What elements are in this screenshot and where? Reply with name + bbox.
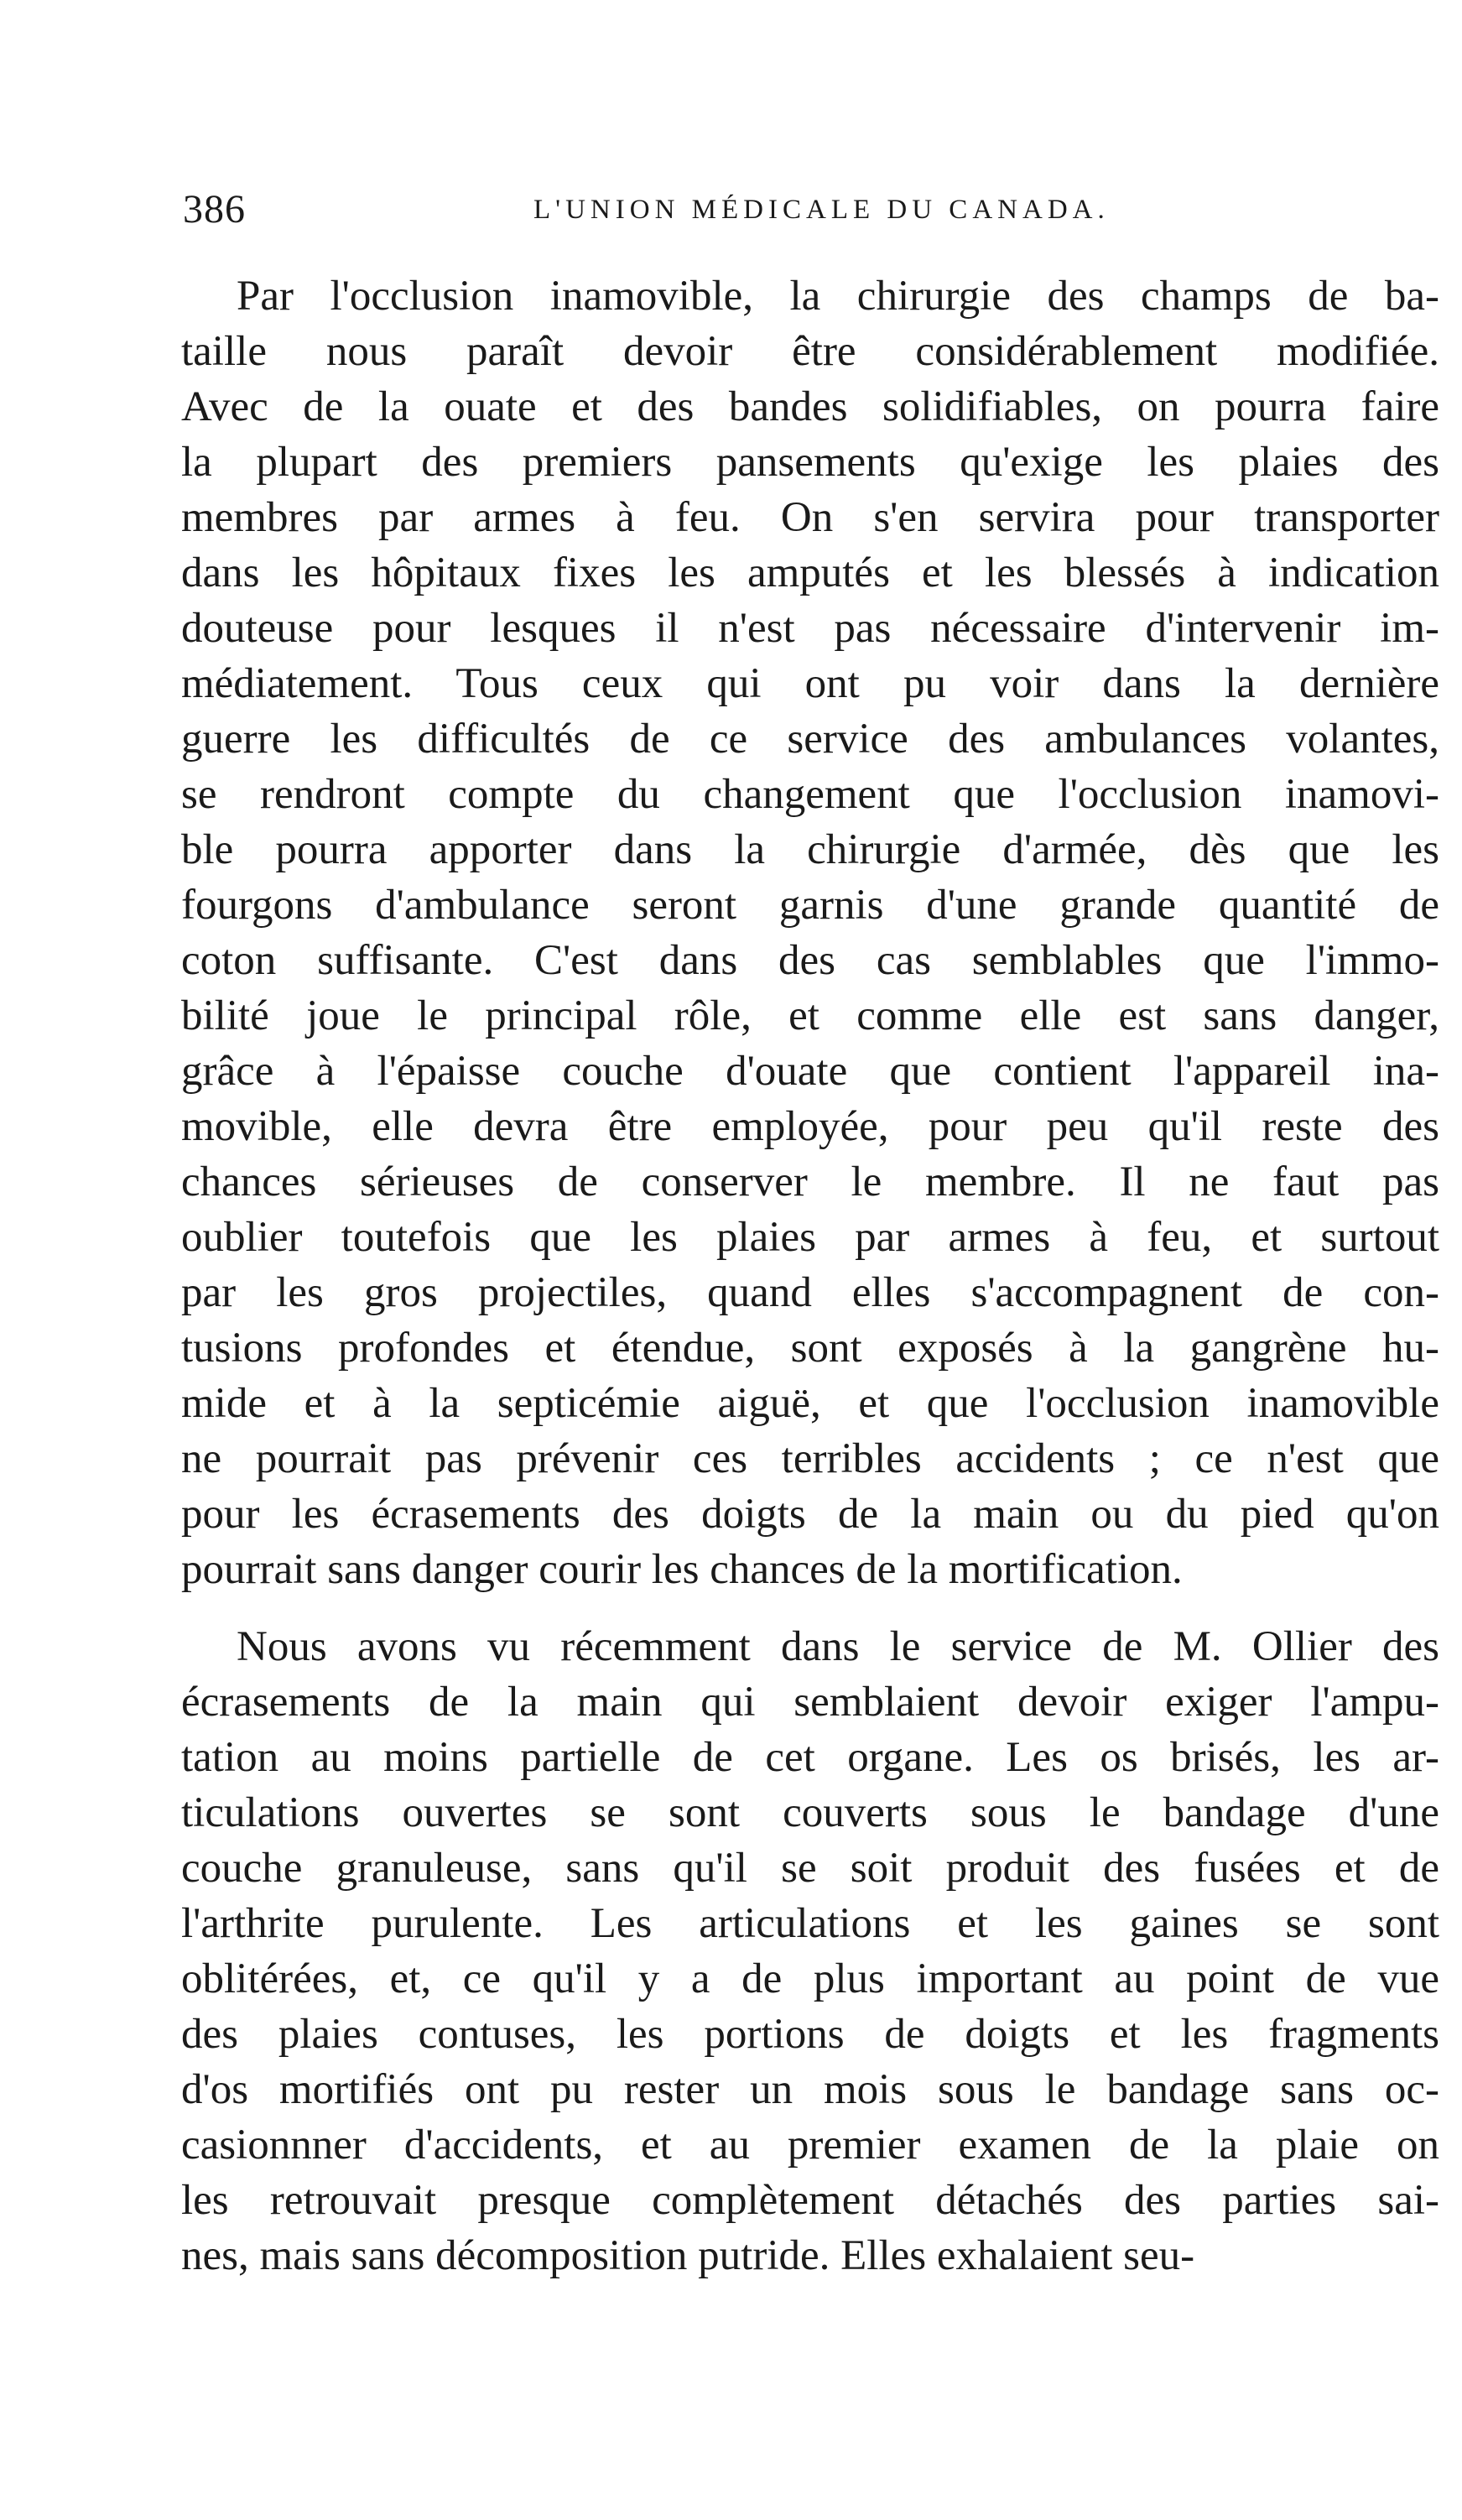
text-line: bilité joue le principal rôle, et comme elle est sans danger,	[181, 992, 1439, 1039]
text-line: membres par armes à feu. On s'en servira pour transporter	[181, 494, 1439, 541]
text-line: grâce à l'épaisse couche d'ouate que contient l'appareil ina-	[181, 1048, 1439, 1095]
text-line: douteuse pour lesques il n'est pas nécessaire d'intervenir im-	[181, 605, 1439, 652]
text-line: taille nous paraît devoir être considérablement modifiée.	[181, 328, 1439, 375]
text-line: mide et à la septicémie aiguë, et que l'occlusion inamovible	[181, 1380, 1439, 1427]
text-line: d'os mortifiés ont pu rester un mois sous le bandage sans oc-	[181, 2066, 1439, 2113]
text-line: coton suffisante. C'est dans des cas semblables que l'immo-	[181, 937, 1439, 984]
text-line: Avec de la ouate et des bandes solidifiables, on pourra faire	[181, 383, 1439, 430]
text-line: des plaies contuses, les portions de doigts et les fragments	[181, 2011, 1439, 2058]
text-line: les retrouvait presque complètement détachés des parties sai-	[181, 2177, 1439, 2224]
text-line: la plupart des premiers pansements qu'exige les plaies des	[181, 439, 1439, 486]
text-line: ne pourrait pas prévenir ces terribles accidents ; ce n'est que	[181, 1435, 1439, 1482]
text-line: pour les écrasements des doigts de la main ou du pied qu'on	[181, 1491, 1439, 1538]
body-text	[181, 268, 1439, 2283]
text-line: tusions profondes et étendue, sont exposés à la gangrène hu-	[181, 1325, 1439, 1372]
text-line: pourrait sans danger courir les chances de la mortification.	[181, 1546, 1183, 1593]
paragraph	[181, 268, 1439, 1597]
text-line: Par l'occlusion inamovible, la chirurgie des champs de ba-	[237, 273, 1439, 320]
text-line: dans les hôpitaux fixes les amputés et les blessés à indication	[181, 549, 1439, 596]
text-line: oublier toutefois que les plaies par armes à feu, et surtout	[181, 1214, 1439, 1261]
text-line: médiatement. Tous ceux qui ont pu voir dans la dernière	[181, 660, 1439, 707]
text-line: fourgons d'ambulance seront garnis d'une grande quantité de	[181, 882, 1439, 929]
text-line: couche granuleuse, sans qu'il se soit produit des fusées et de	[181, 1845, 1439, 1892]
text-line: l'arthrite purulente. Les articulations et les gaines se sont	[181, 1900, 1439, 1947]
text-line: tation au moins partielle de cet organe. Les os brisés, les ar-	[181, 1734, 1439, 1781]
page-number: 386	[183, 187, 246, 232]
text-line: Nous avons vu récemment dans le service de M. Ollier des	[237, 1623, 1439, 1670]
text-line: guerre les difficultés de ce service des ambulances volantes,	[181, 716, 1439, 763]
paragraph	[181, 1619, 1439, 2283]
running-head	[183, 186, 1441, 237]
text-line: écrasements de la main qui semblaient devoir exiger l'ampu-	[181, 1679, 1439, 1726]
text-line: oblitérées, et, ce qu'il y a de plus important au point de vue	[181, 1955, 1439, 2002]
text-line: se rendront compte du changement que l'occlusion inamovi-	[181, 771, 1439, 818]
text-line: nes, mais sans décomposition putride. Elles exhalaient seu-	[181, 2232, 1195, 2279]
text-line: ticulations ouvertes se sont couverts sous le bandage d'une	[181, 1789, 1439, 1836]
text-line: chances sérieuses de conserver le membre. Il ne faut pas	[181, 1158, 1439, 1205]
journal-title: L'UNION MÉDICALE DU CANADA.	[533, 195, 1110, 225]
text-line: movible, elle devra être employée, pour peu qu'il reste des	[181, 1103, 1439, 1150]
text-line: par les gros projectiles, quand elles s'accompagnent de con-	[181, 1269, 1439, 1316]
paragraph-gap	[181, 1597, 1439, 1619]
text-line: ble pourra apporter dans la chirurgie d'armée, dès que les	[181, 826, 1439, 873]
text-line: casionnner d'accidents, et au premier examen de la plaie on	[181, 2122, 1439, 2169]
